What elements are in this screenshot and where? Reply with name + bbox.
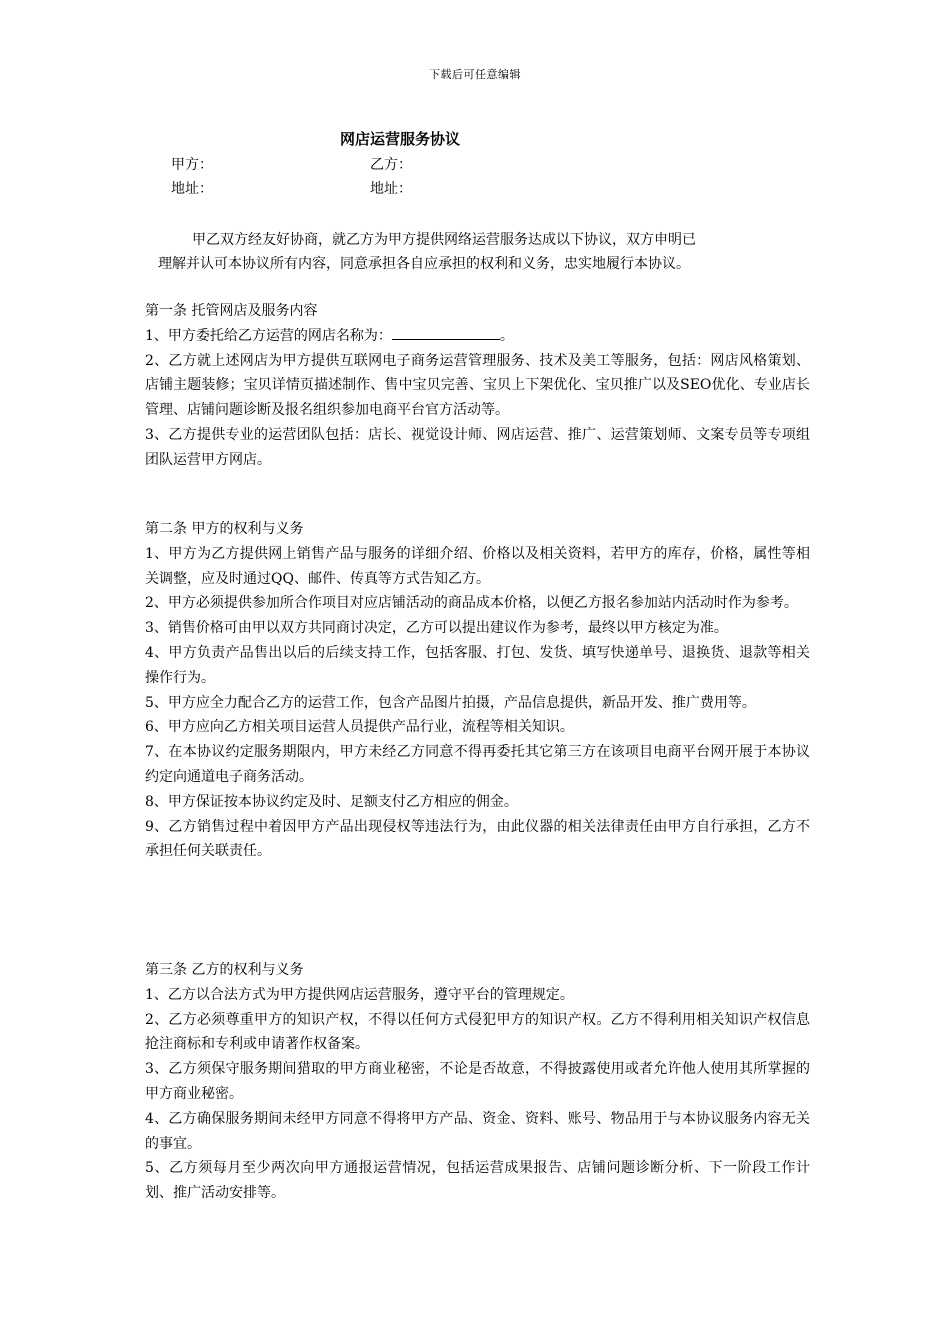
article-3-item: 3、乙方须保守服务期间猎取的甲方商业秘密，不论是否故意，不得披露使用或者允许他人使用其所掌握的甲方商业秘密。 bbox=[145, 1061, 810, 1102]
article-3-item: 5、乙方须每月至少两次向甲方通报运营情况，包括运营成果报告、店铺问题诊断分析、下一阶段工作计划、推广活动安排等。 bbox=[145, 1160, 810, 1202]
header-note: 下载后可任意编辑 bbox=[429, 68, 521, 81]
article-2-item: 8、甲方保证按本协议约定及时、足额支付乙方相应的佣金。 bbox=[145, 793, 518, 810]
article-3-heading: 第三条 乙方的权利与义务 bbox=[145, 962, 304, 978]
article-1-item-1-text: 1、甲方委托给乙方运营的网店名称为： bbox=[145, 327, 392, 344]
document-title: 网店运营服务协议 bbox=[339, 130, 460, 148]
article-1 bbox=[145, 299, 810, 473]
article-3-item: 4、乙方确保服务期间未经甲方同意不得将甲方产品、资金、资料、账号、物品用于与本协议服务内容无关的事宜。 bbox=[145, 1110, 810, 1152]
article-2-item: 3、销售价格可由甲以双方共同商讨决定，乙方可以提出建议作为参考，最终以甲方核定为准。 bbox=[145, 620, 728, 637]
article-3-item: 1、乙方以合法方式为甲方提供网店运营服务，遵守平台的管理规定。 bbox=[145, 986, 574, 1003]
article-2-item: 6、甲方应向乙方相关项目运营人员提供产品行业，流程等相关知识。 bbox=[145, 719, 574, 736]
article-2-item: 9、乙方销售过程中着因甲方产品出现侵权等违法行为，由此仪器的相关法律责任由甲方自行承担，乙方不承担任何关联责任。 bbox=[145, 818, 810, 860]
article-1-item-1 bbox=[145, 324, 810, 349]
intro-paragraph bbox=[158, 228, 808, 276]
party-a-label: 甲方： bbox=[171, 157, 213, 173]
article-2-item: 4、甲方负责产品售出以后的后续支持工作，包括客服、打包、发货、填写快递单号、退换货、退款等相关操作行为。 bbox=[145, 644, 810, 686]
article-2-item: 1、甲方为乙方提供网上销售产品与服务的详细介绍、价格以及相关资料，若甲方的库存，价格，属性等相关调整，应及时通过QQ、邮件、传真等方式告知乙方。 bbox=[145, 545, 810, 587]
article-1-heading: 第一条 托管网店及服务内容 bbox=[145, 303, 318, 319]
address-b-label: 地址： bbox=[370, 181, 412, 197]
shop-name-blank bbox=[392, 339, 500, 340]
article-2-heading: 第二条 甲方的权利与义务 bbox=[145, 521, 304, 537]
intro-line-1: 甲乙双方经友好协商，就乙方为甲方提供网络运营服务达成以下协议，双方申明已 bbox=[192, 232, 696, 248]
party-b-label: 乙方： bbox=[370, 157, 412, 173]
address-a-label: 地址： bbox=[171, 181, 213, 197]
article-3 bbox=[145, 958, 810, 1206]
intro-line-2: 理解并认可本协议所有内容，同意承担各自应承担的权利和义务，忠实地履行本协议。 bbox=[158, 256, 690, 272]
article-2-item: 2、甲方必须提供参加所合作项目对应店铺活动的商品成本价格，以便乙方报名参加站内活动时作为参考。 bbox=[145, 595, 798, 612]
article-2-item: 7、在本协议约定服务期限内，甲方未经乙方同意不得再委托其它第三方在该项目电商平台网开展于本协议约定向通道电子商务活动。 bbox=[145, 744, 810, 785]
article-1-item-1-suffix: 。 bbox=[499, 327, 514, 344]
article-1-item-2: 2、乙方就上述网店为甲方提供互联网电子商务运营管理服务、技术及美工等服务，包括：网店风格策划、店铺主题装修；宝贝详情页描述制作、售中宝贝完善、宝贝上下架优化、宝贝推广以及SEO优化、专业店长管理、店铺问题诊断及报名组织参加电商平台官方活动等。 bbox=[145, 352, 810, 419]
article-3-item: 2、乙方必须尊重甲方的知识产权，不得以任何方式侵犯甲方的知识产权。乙方不得利用相关知识产权信息抢注商标和专利或申请著作权备案。 bbox=[145, 1011, 810, 1053]
article-1-item-3: 3、乙方提供专业的运营团队包括：店长、视觉设计师、网店运营、推广、运营策划师、文案专员等专项组团队运营甲方网店。 bbox=[145, 426, 810, 468]
article-2 bbox=[145, 517, 810, 864]
article-2-item: 5、甲方应全力配合乙方的运营工作，包含产品图片拍摄，产品信息提供，新品开发、推广费用等。 bbox=[145, 694, 756, 711]
